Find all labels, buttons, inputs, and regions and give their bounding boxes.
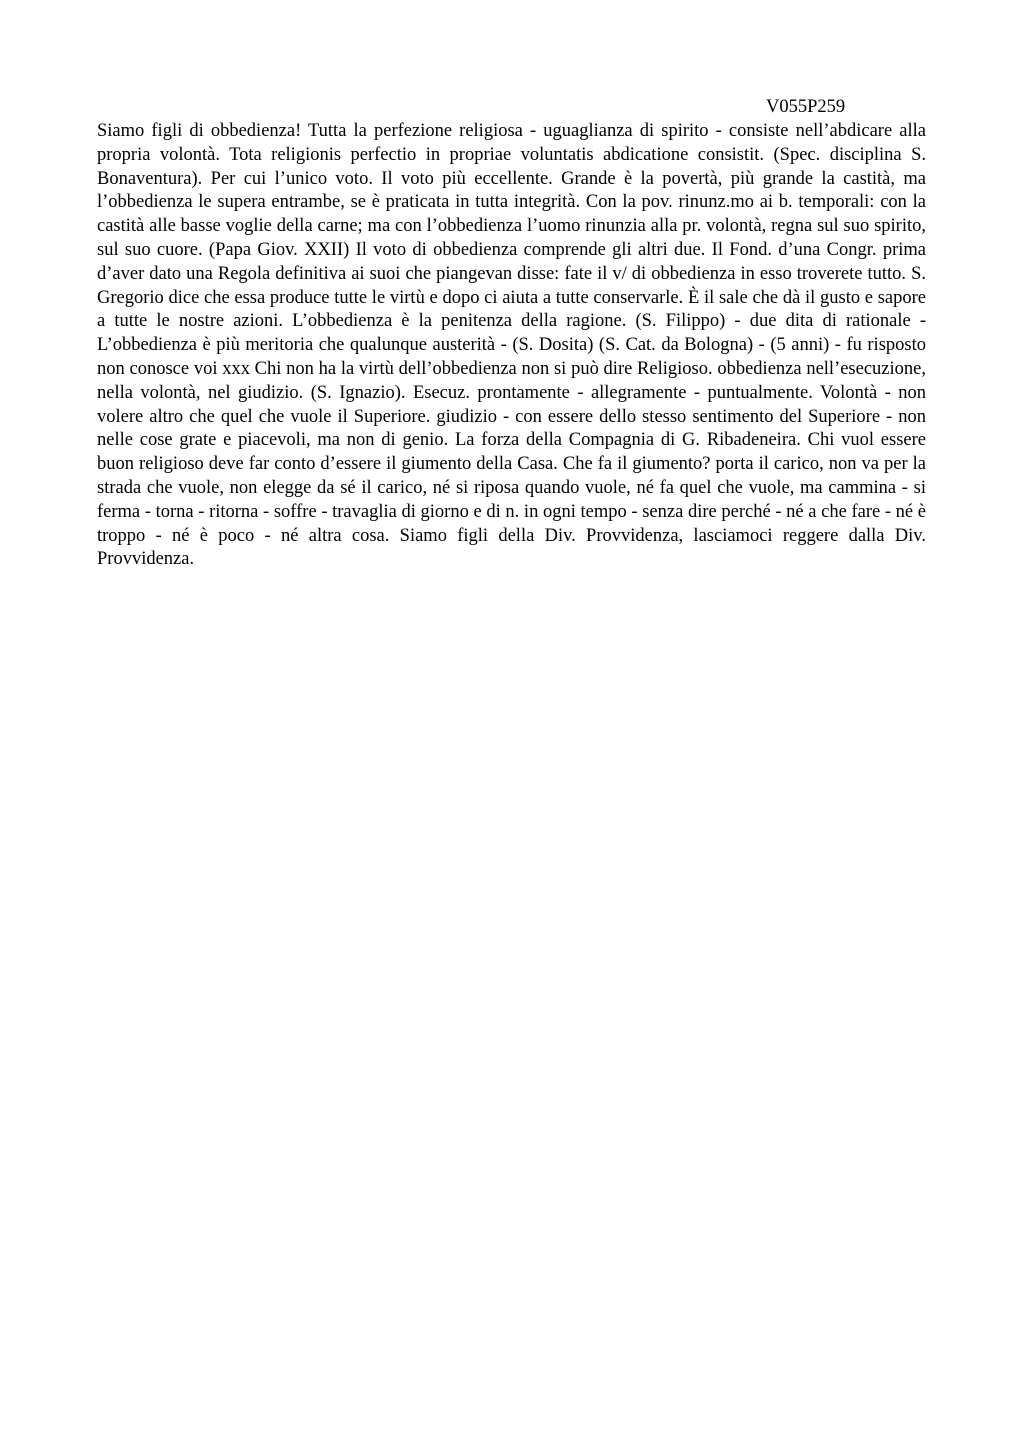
body-paragraph: Siamo figli di obbedienza! Tutta la perfezione religiosa - uguaglianza di spirito - consiste nell’abdicare alla propria volontà. Tota religionis perfectio in propriae voluntatis abdicatione consistit. (Spec. disciplina S. Bonaventura). Per cui l’unico voto. Il voto più eccellente. Grande è la povertà, più grande la castità, ma l’obbedienza le supera entrambe, se è praticata in tutta integrità. Con la pov. rinunz.mo ai b. temporali: con la castità alle basse voglie della carne; ma con l’obbedienza l’uomo rinunzia alla pr. volontà, regna sul suo spirito, sul suo cuore. (Papa Giov. XXII) Il voto di obbedienza comprende gli altri due. Il Fond. d’una Congr. prima d’aver dato una Regola definitiva ai suoi che piangevan disse: fate il v/ di obbedienza in esso troverete tutto. S. Gregorio dice che essa produce tutte le virtù e dopo ci aiuta a tutte conservarle. È il sale che dà il gusto e sapore a tutte le nostre azioni. L’obbedienza è la penitenza della ragione. (S. Filippo) - due dita di rationale - L’obbedienza è più meritoria che qualunque austerità - (S. Dosita) (S. Cat. da Bologna) - (5 anni) - fu risposto non conosce voi xxx Chi non ha la virtù dell’obbedienza non si può dire Religioso. obbedienza nell’esecuzione, nella volontà, nel giudizio. (S. Ignazio). Esecuz. prontamente - allegramente - puntualmente. Volontà - non volere altro che quel che vuole il Superiore. giudizio - con essere dello stesso sentimento del Superiore - non nelle cose grate e piacevoli, ma non di genio. La forza della Compagnia di G. Ribadeneira. Chi vuol essere buon religioso deve far conto d’essere il giumento della Casa. Che fa il giumento? porta il carico, non va per la strada che vuole, non elegge da sé il carico, né si riposa quando vuole, né fa quel che vuole, ma cammina - si ferma - torna - ritorna - soffre - travaglia di giorno e di n. in ogni tempo - senza dire perché - né a che fare - né è troppo - né è poco - né altra cosa. Siamo figli della Div. Provvidenza, lasciamoci reggere dalla Div. Provvidenza.	[97, 121, 926, 570]
page-code: V055P259	[766, 97, 846, 117]
